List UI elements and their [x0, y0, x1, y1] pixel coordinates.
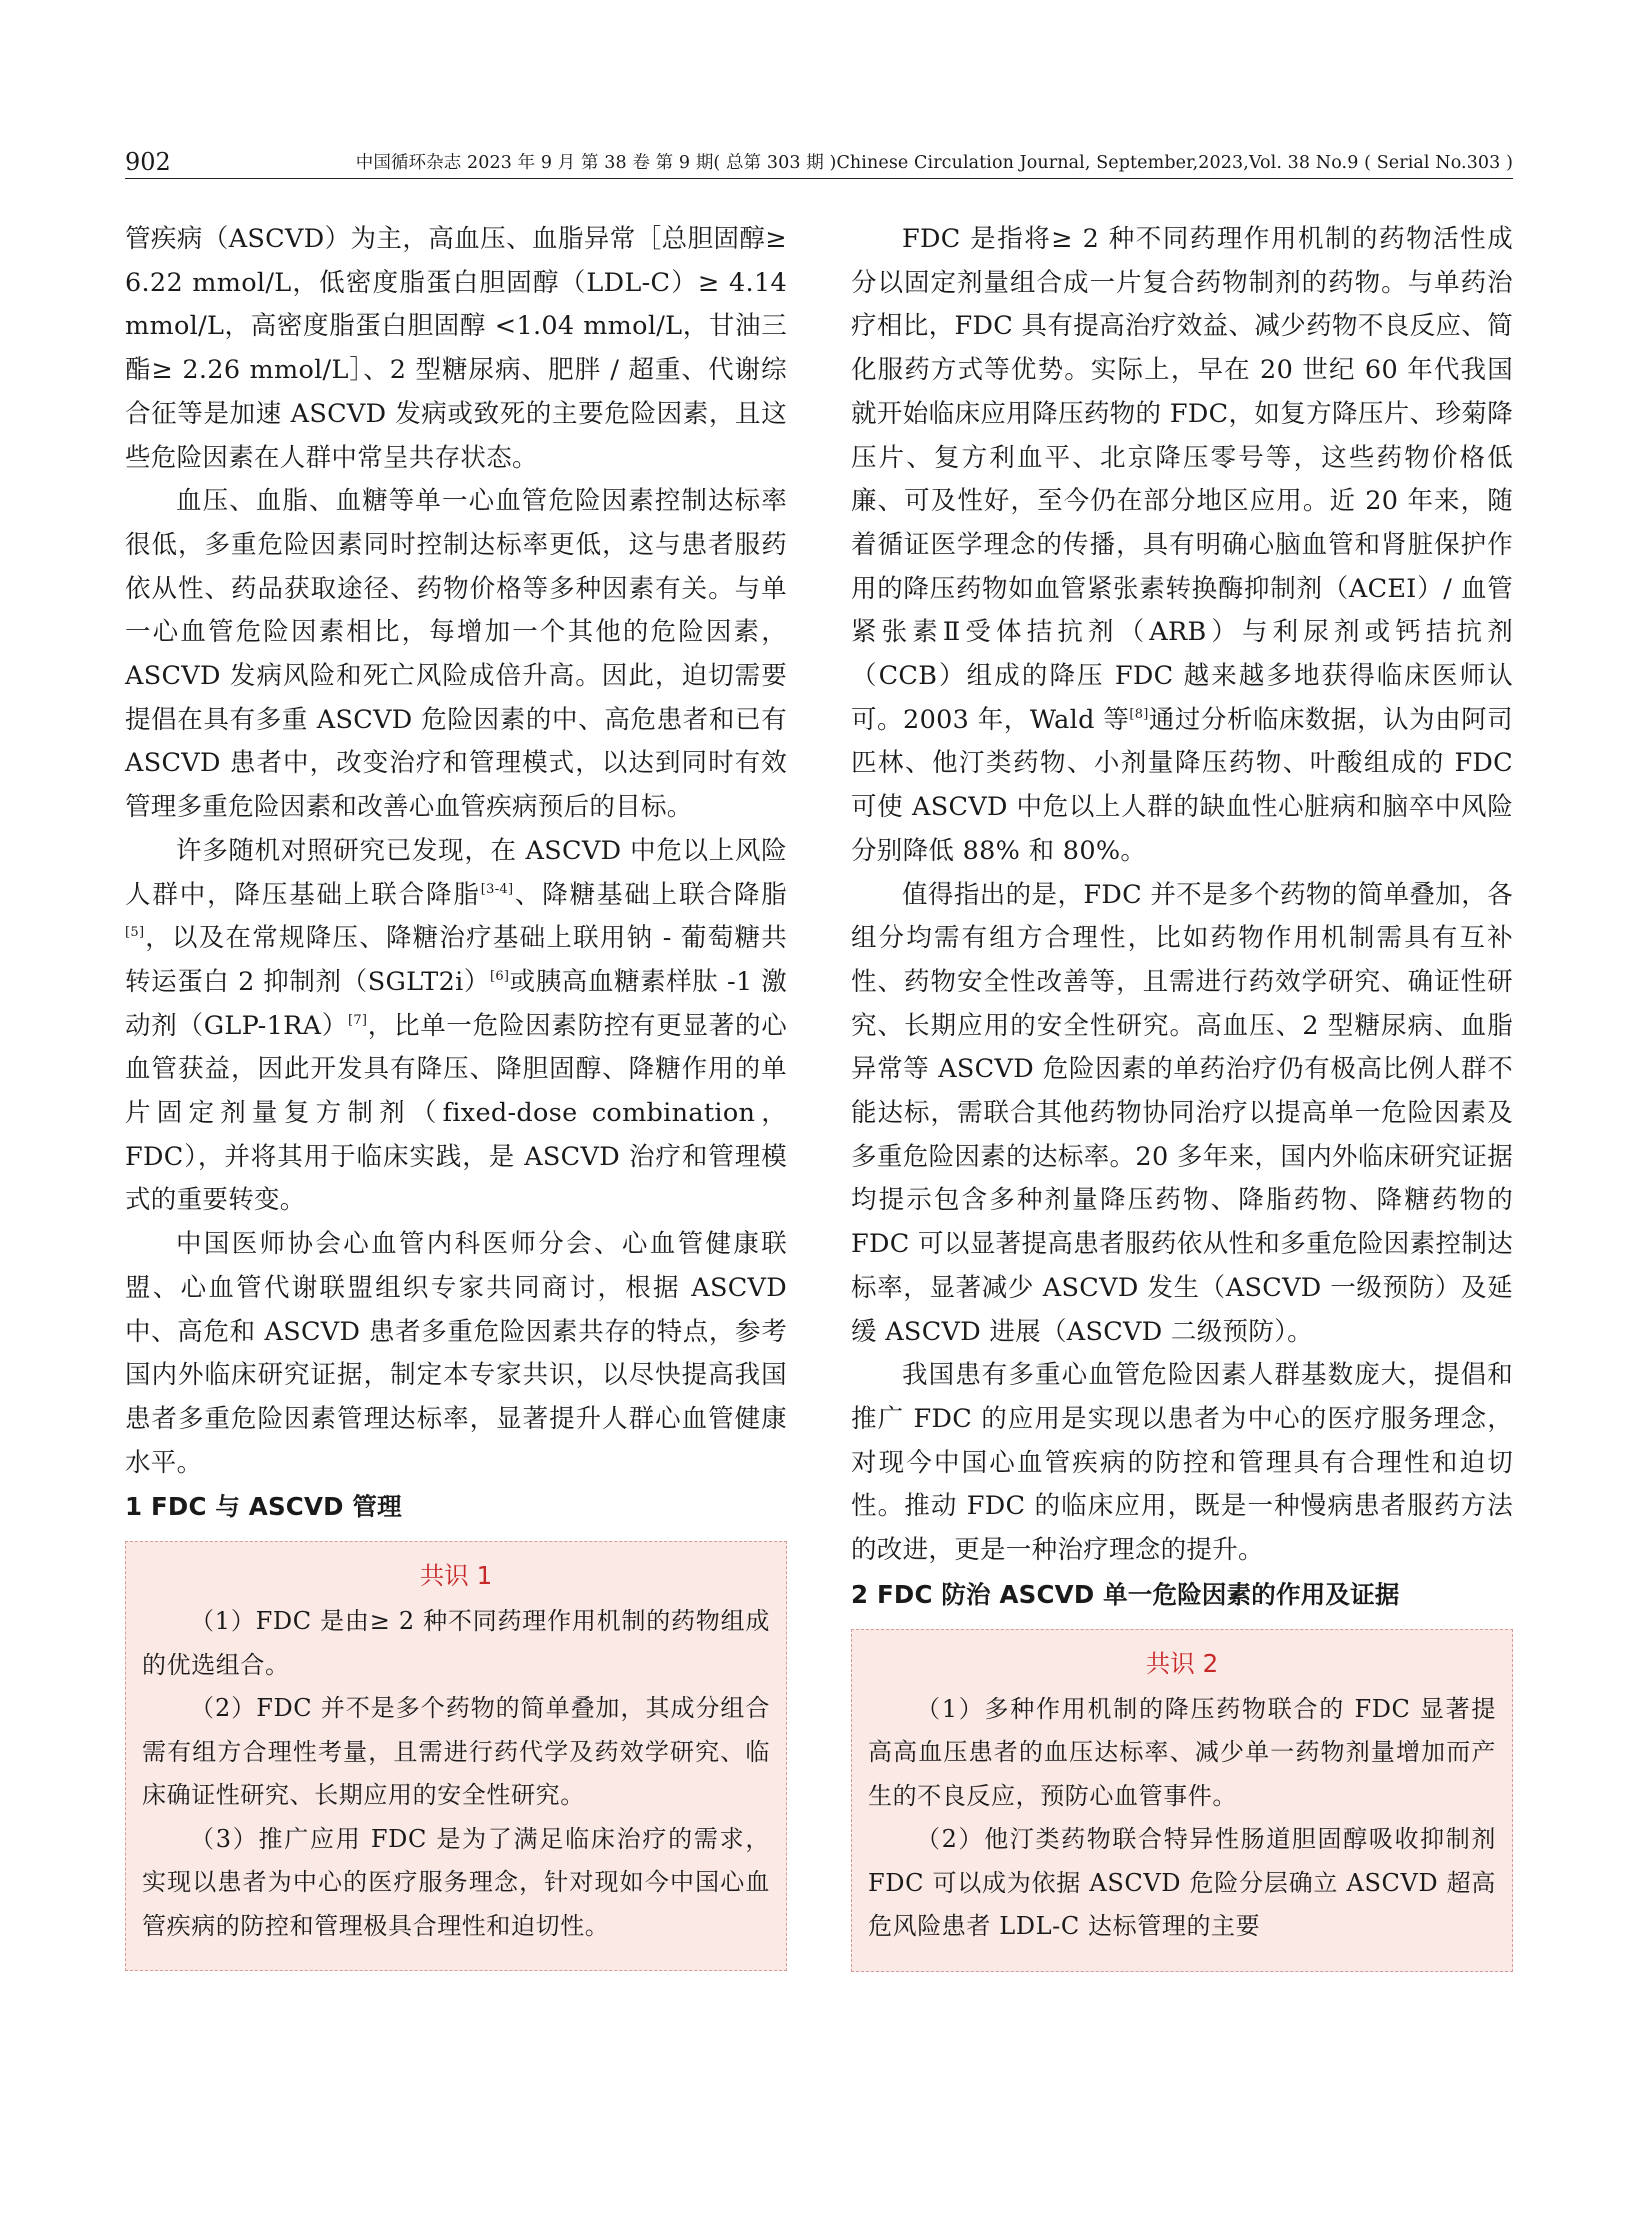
consensus-item: （2）FDC 并不是多个药物的简单叠加，其成分组合需有组方合理性考量，且需进行药代学及药效学研究、临床确证性研究、长期应用的安全性研究。 [142, 1694, 770, 1810]
reference-marker: [3-4] [480, 881, 514, 897]
paragraph: 值得指出的是，FDC 并不是多个药物的简单叠加，各组分均需有组方合理性，比如药物作用机制需具有互补性、药物安全性改善等，且需进行药效学研究、确证性研究、长期应用的安全性研究。高血压、2 型糖尿病、血脂异常等 ASCVD 危险因素的单药治疗仍有极高比例人群不能达标，需联合其他药物协同治疗以提高单一危险因素及多重危险因素的达标率。20 多年来，国内外临床研究证据均提示包含多种剂量降压药物、降脂药物、降糖药物的 FDC 可以显著提高患者服药依从性和多重危险因素控制达标率，显著减少 ASCVD 发生（ASCVD 一级预防）及延缓 ASCVD 进展（ASCVD 二级预防）。 [851, 879, 1513, 1347]
consensus-item: （3）推广应用 FDC 是为了满足临床治疗的需求，实现以患者为中心的医疗服务理念，针对现如今中国心血管疾病的防控和管理极具合理性和迫切性。 [142, 1824, 770, 1940]
consensus-box [851, 1629, 1513, 1972]
reference-marker: [6] [489, 968, 510, 984]
text-run: 、降糖基础上联合降脂 [513, 879, 787, 910]
consensus-box [125, 1541, 787, 1971]
reference-marker: [8] [1129, 706, 1149, 722]
text-run: ，比单一危险因素防控有更显著的心血管获益，因此开发具有降压、降胆固醇、降糖作用的单片固定剂量复方制剂（fixed-dose combination，FDC），并将其用于临床实践，是 ASCVD 治疗和管理模式的重要转变。 [125, 1010, 787, 1216]
consensus-item: （1）FDC 是由≥ 2 种不同药理作用机制的药物组成的优选组合。 [142, 1607, 770, 1679]
text-run: 或胰高血糖素样肽 -1 激动剂（GLP-1RA） [125, 966, 787, 1041]
reference-marker: [5] [125, 925, 145, 941]
paragraph: 中国医师协会心血管内科医师分会、心血管健康联盟、心血管代谢联盟组织专家共同商讨，根据 ASCVD 中、高危和 ASCVD 患者多重危险因素共存的特点，参考国内外临床研究证据，制定本专家共识，以尽快提高我国患者多重危险因素管理达标率，显著提升人群心血管健康水平。 [125, 1229, 787, 1478]
consensus-item: （1）多种作用机制的降压药物联合的 FDC 显著提高高血压患者的血压达标率、减少单一药物剂量增加而产生的不良反应，预防心血管事件。 [868, 1694, 1496, 1810]
consensus-title: 共识 2 [1145, 1648, 1219, 1678]
text-run: 许多随机对照研究已发现，在 ASCVD 中危以上风险人群中，降压基础上联合降脂 [125, 835, 787, 910]
left-column [125, 218, 787, 1971]
running-header [125, 148, 1513, 179]
text-run: ，以及在常规降压、降糖治疗基础上联用钠 - 葡萄糖共转运蛋白 2 抑制剂（SGLT2i） [125, 923, 787, 997]
paragraph [125, 830, 787, 1223]
consensus-title: 共识 1 [419, 1561, 493, 1591]
paragraph [851, 218, 1513, 874]
section-heading: 2 FDC 防治 ASCVD 单一危险因素的作用及证据 [851, 1579, 1400, 1609]
section-heading: 1 FDC 与 ASCVD 管理 [125, 1492, 402, 1522]
paragraph: 血压、血脂、血糖等单一心血管危险因素控制达标率很低，多重危险因素同时控制达标率更低，这与患者服药依从性、药品获取途径、药物价格等多种因素有关。与单一心血管危险因素相比，每增加一个其他的危险因素，ASCVD 发病风险和死亡风险成倍升高。因此，迫切需要提倡在具有多重 ASCVD 危险因素的中、高危患者和已有 ASCVD 患者中，改变治疗和管理模式，以达到同时有效管理多重危险因素和改善心血管疾病预后的目标。 [125, 486, 787, 823]
text-run: 通过分析临床数据，认为由阿司匹林、他汀类药物、小剂量降压药物、叶酸组成的 FDC 可使 ASCVD 中危以上人群的缺血性心脏病和脑卒中风险分别降低 88% 和 80%。 [851, 704, 1513, 866]
paragraph: 我国患有多重心血管危险因素人群基数庞大，提倡和推广 FDC 的应用是实现以患者为中心的医疗服务理念，对现今中国心血管疾病的防控和管理具有合理性和迫切性。推动 FDC 的临床应用，既是一种慢病患者服药方法的改进，更是一种治疗理念的提升。 [851, 1360, 1513, 1566]
paragraph: 管疾病（ASCVD）为主，高血压、血脂异常［总胆固醇≥ 6.22 mmol/L，低密度脂蛋白胆固醇（LDL-C）≥ 4.14 mmol/L，高密度脂蛋白胆固醇 <1.04 mmol/L，甘油三酯≥ 2.26 mmol/L］、2 型糖尿病、肥胖 / 超重、代谢综合征等是加速 ASCVD 发病或致死的主要危险因素，且这些危险因素在人群中常呈共存状态。 [125, 224, 787, 473]
text-run: FDC 是指将≥ 2 种不同药理作用机制的药物活性成分以固定剂量组合成一片复合药物制剂的药物。与单药治疗相比，FDC 具有提高治疗效益、减少药物不良反应、简化服药方式等优势。实际上，早在 20 世纪 60 年代我国就开始临床应用降压药物的 FDC，如复方降压片、珍菊降压片、复方利血平、北京降压零号等，这些药物价格低廉、可及性好，至今仍在部分地区应用。近 20 年来，随着循证医学理念的传播，具有明确心脑血管和肾脏保护作用的降压药物如血管紧张素转换酶抑制剂（ACEI）/ 血管紧张素Ⅱ受体拮抗剂（ARB）与利尿剂或钙拮抗剂（CCB）组成的降压 FDC 越来越多地获得临床医师认可。2003 年，Wald 等 [851, 224, 1513, 735]
page-number: 902 [125, 148, 171, 176]
right-column [851, 218, 1513, 1972]
journal-citation: 中国循环杂志 2023 年 9 月 第 38 卷 第 9 期( 总第 303 期 )Chinese Circulation Journal, September,2023,Vol. 38 No.9 ( Serial No.303 ) [355, 153, 1513, 173]
consensus-item: （2）他汀类药物联合特异性肠道胆固醇吸收抑制剂 FDC 可以成为依据 ASCVD 危险分层确立 ASCVD 超高危风险患者 LDL-C 达标管理的主要 [868, 1825, 1496, 1941]
reference-marker: [7] [347, 1012, 368, 1028]
